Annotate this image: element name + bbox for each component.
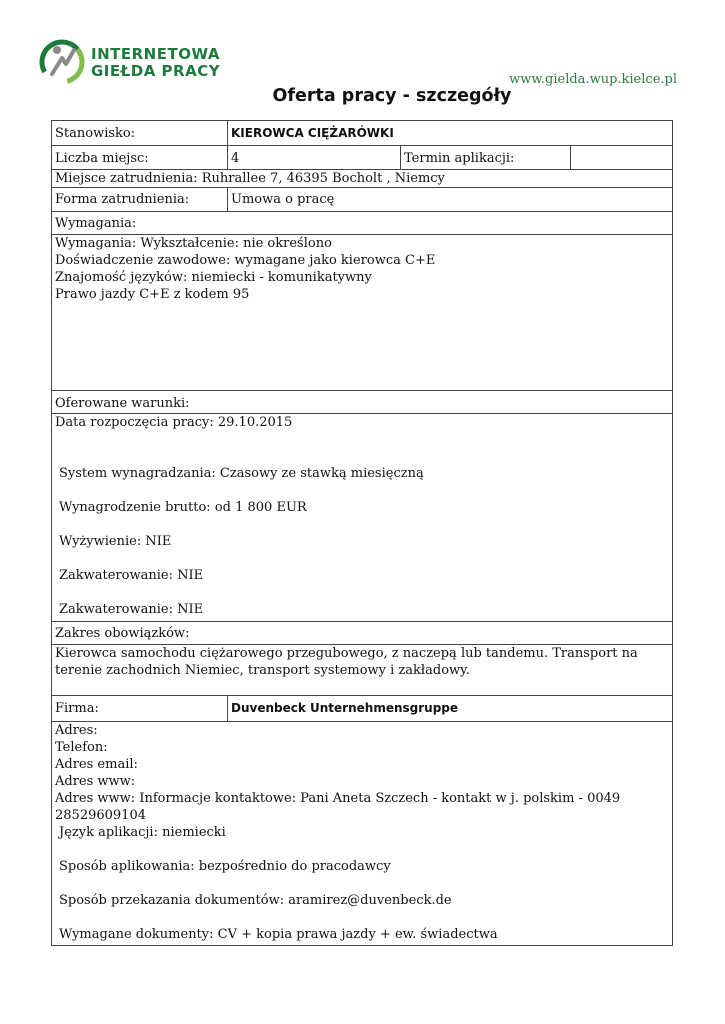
company-line: Adres email:	[55, 757, 138, 772]
gielda-pracy-logo	[38, 36, 223, 88]
row-wymagania-header	[52, 211, 672, 234]
warunki-line: Wynagrodzenie brutto: od 1 800 EUR	[59, 500, 307, 515]
label-forma-zatrudnienia: Forma zatrudnienia:	[55, 192, 190, 207]
company-line: Język aplikacji: niemiecki	[59, 825, 226, 840]
company-details	[52, 722, 672, 945]
page-title: Oferta pracy - szczegóły	[272, 86, 512, 106]
site-url-link[interactable]: www.gielda.wup.kielce.pl	[509, 72, 677, 87]
logo-emblem-icon	[38, 38, 88, 88]
warunki-line: Wyżywienie: NIE	[59, 534, 172, 549]
warunki-line: Data rozpoczęcia pracy: 29.10.2015	[55, 415, 293, 430]
row-miejsce	[52, 169, 672, 187]
contact-info-line: Adres www: Informacje kontaktowe: Pani Aneta Szczech - kontakt w j. polskim - 0049 28529609104	[55, 791, 621, 823]
row-zakres-header	[52, 621, 672, 644]
warunki-details	[52, 414, 672, 621]
logo-text-line2: GIEŁDA PRACY	[91, 62, 221, 80]
wymagania-line: Znajomość języków: niemiecki - komunikatywny	[55, 270, 372, 285]
label-stanowisko: Stanowisko:	[55, 126, 136, 141]
label-termin-aplikacji: Termin aplikacji:	[400, 146, 570, 169]
company-line: Adres www:	[55, 774, 136, 789]
company-email-line: Sposób przekazania dokumentów: aramirez@duvenbeck.de	[59, 893, 452, 908]
label-wymagania: Wymagania:	[55, 216, 137, 231]
value-forma-zatrudnienia: Umowa o pracę	[227, 188, 672, 211]
company-line: Telefon:	[55, 740, 108, 755]
row-warunki-header	[52, 390, 672, 413]
warunki-line: System wynagradzania: Czasowy ze stawką miesięczną	[59, 466, 424, 481]
company-line: Wymagane dokumenty: CV + kopia prawa jazdy + ew. świadectwa	[59, 927, 498, 942]
value-liczba-miejsc: 4	[227, 146, 400, 169]
wymagania-line: Doświadczenie zawodowe: wymagane jako kierowca C+E	[55, 253, 436, 268]
row-wymagania-body	[52, 234, 672, 390]
company-table	[51, 695, 673, 946]
row-company-details	[52, 721, 672, 945]
label-liczba-miejsc: Liczba miejsc:	[55, 151, 149, 166]
value-stanowisko: KIEROWCA CIĘŻARÓWKI	[227, 121, 672, 145]
value-firma: Duvenbeck Unternehmensgruppe	[227, 696, 672, 721]
company-line: Adres:	[55, 723, 98, 738]
wymagania-line: Prawo jazdy C+E z kodem 95	[55, 287, 250, 302]
zakres-details: Kierowca samochodu ciężarowego przegubowego, z naczepą lub tandemu. Transport na terenie zachodnich Niemiec, transport systemowy i zakładowy.	[55, 646, 638, 678]
row-firma	[52, 696, 672, 721]
wymagania-details	[52, 235, 672, 390]
wymagania-line: Wymagania: Wykształcenie: nie określono	[55, 236, 332, 251]
row-warunki-body	[52, 413, 672, 621]
row-liczba	[52, 145, 672, 169]
label-firma: Firma:	[55, 701, 99, 716]
warunki-line: Zakwaterowanie: NIE	[59, 568, 204, 583]
value-termin-aplikacji	[570, 146, 672, 169]
label-zakres-obowiazkow: Zakres obowiązków:	[55, 626, 190, 641]
company-line: Sposób aplikowania: bezpośrednio do pracodawcy	[59, 859, 391, 874]
offer-table	[51, 120, 673, 696]
row-forma	[52, 187, 672, 211]
logo-text-line1: INTERNETOWA	[91, 45, 220, 63]
warunki-line: Zakwaterowanie: NIE	[59, 602, 204, 617]
value-miejsce-zatrudnienia: Miejsce zatrudnienia: Ruhrallee 7, 46395 Bocholt , Niemcy	[55, 171, 445, 186]
row-zakres-body	[52, 644, 672, 695]
row-stanowisko	[52, 121, 672, 145]
label-oferowane-warunki: Oferowane warunki:	[55, 396, 190, 411]
